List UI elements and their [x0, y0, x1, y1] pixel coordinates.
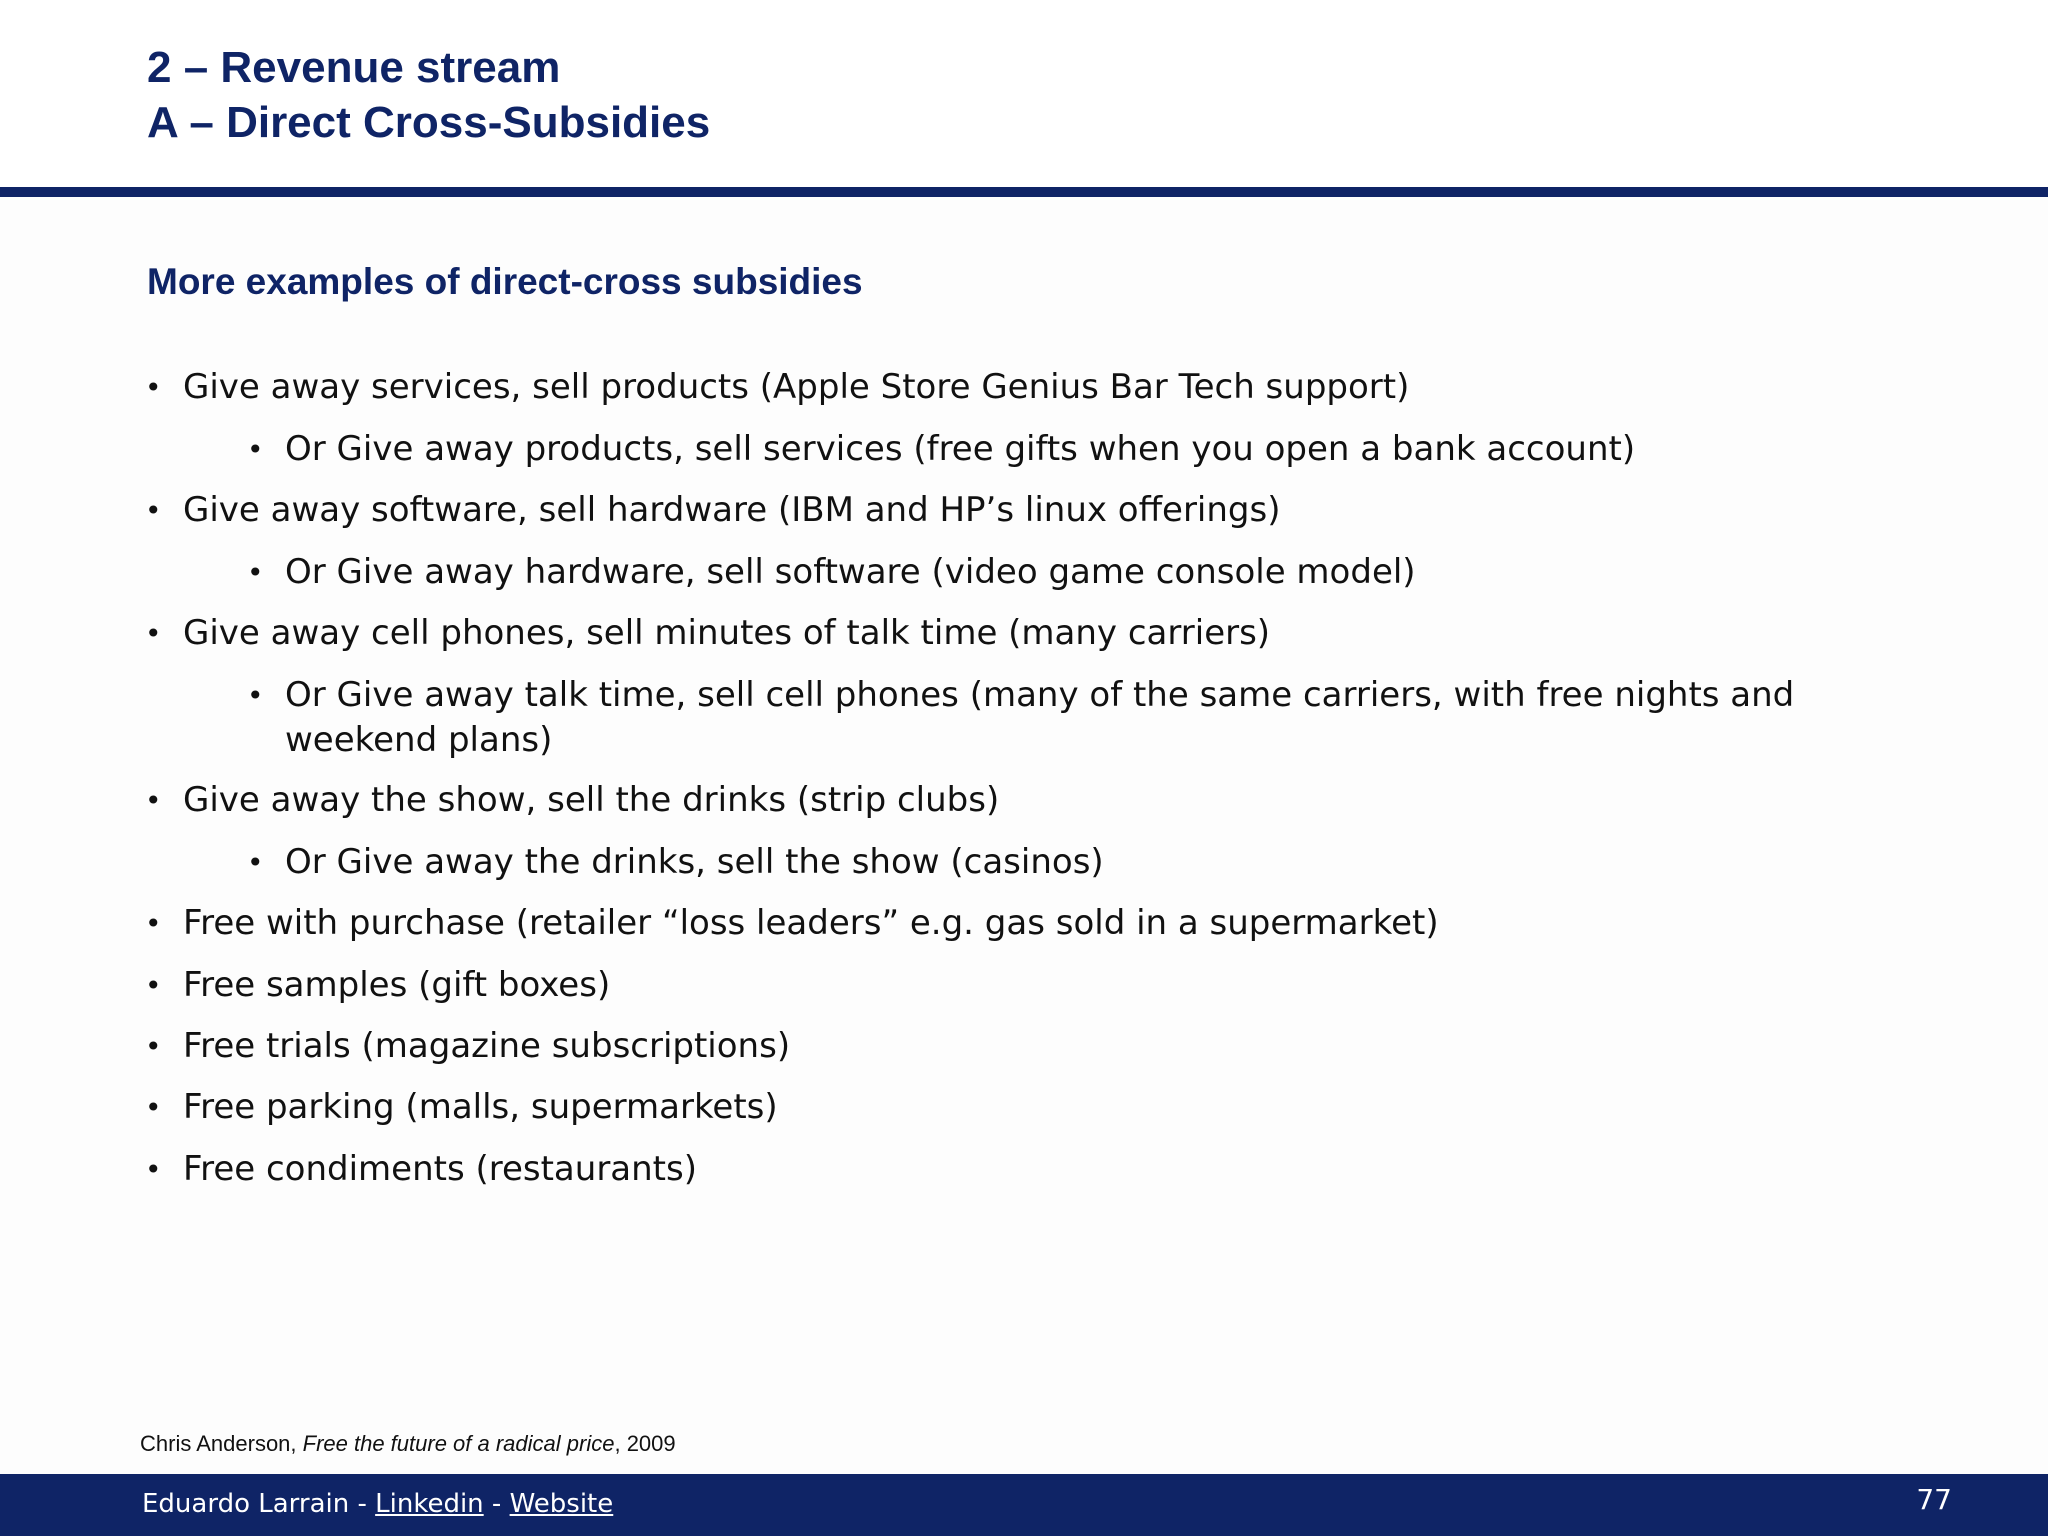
footer-credits — [142, 1487, 613, 1521]
page-number: 77 — [1916, 1483, 1952, 1516]
sub-bullet-item: • Or Give away products, sell services (free gifts when you open a bank account) — [285, 427, 1635, 472]
sub-bullet-item: • Or Give away hardware, sell software (video game console model) — [285, 550, 1416, 595]
footer-separator: - — [483, 1489, 510, 1519]
citation-author: Chris Anderson, — [140, 1431, 303, 1456]
slide-title-line-1: 2 – Revenue stream — [147, 43, 561, 92]
bullet-item: • Give away the show, sell the drinks (strip clubs) — [183, 778, 999, 823]
footer-author: Eduardo Larrain - — [142, 1489, 376, 1519]
slide-title-line-2: A – Direct Cross-Subsidies — [147, 98, 711, 147]
bullet-item: • Give away cell phones, sell minutes of talk time (many carriers) — [183, 611, 1270, 656]
sub-bullet-item: • Or Give away the drinks, sell the show (casinos) — [285, 840, 1104, 885]
linkedin-link[interactable]: Linkedin — [375, 1489, 484, 1519]
bullet-item: • Free condiments (restaurants) — [183, 1147, 697, 1192]
slide-title — [147, 40, 710, 150]
slide-subtitle: More examples of direct-cross subsidies — [147, 261, 863, 302]
citation-book-title: Free the future of a radical price — [302, 1431, 615, 1456]
bullet-item: • Give away software, sell hardware (IBM and HP’s linux offerings) — [183, 488, 1280, 533]
source-citation — [140, 1430, 676, 1458]
header-divider — [0, 187, 2048, 197]
bullet-item: • Free parking (malls, supermarkets) — [183, 1085, 778, 1130]
website-link[interactable]: Website — [509, 1489, 614, 1519]
citation-year: , 2009 — [614, 1431, 676, 1456]
bullet-item: • Give away services, sell products (Apple Store Genius Bar Tech support) — [183, 365, 1409, 410]
footer-bar — [0, 1474, 2048, 1536]
bullet-item: • Free samples (gift boxes) — [183, 963, 610, 1008]
bullet-item: • Free trials (magazine subscriptions) — [183, 1024, 790, 1069]
sub-bullet-item: • Or Give away talk time, sell cell phones (many of the same carriers, with free nights and weekend plans) — [285, 673, 1885, 763]
bullet-item: • Free with purchase (retailer “loss leaders” e.g. gas sold in a supermarket) — [183, 901, 1439, 946]
